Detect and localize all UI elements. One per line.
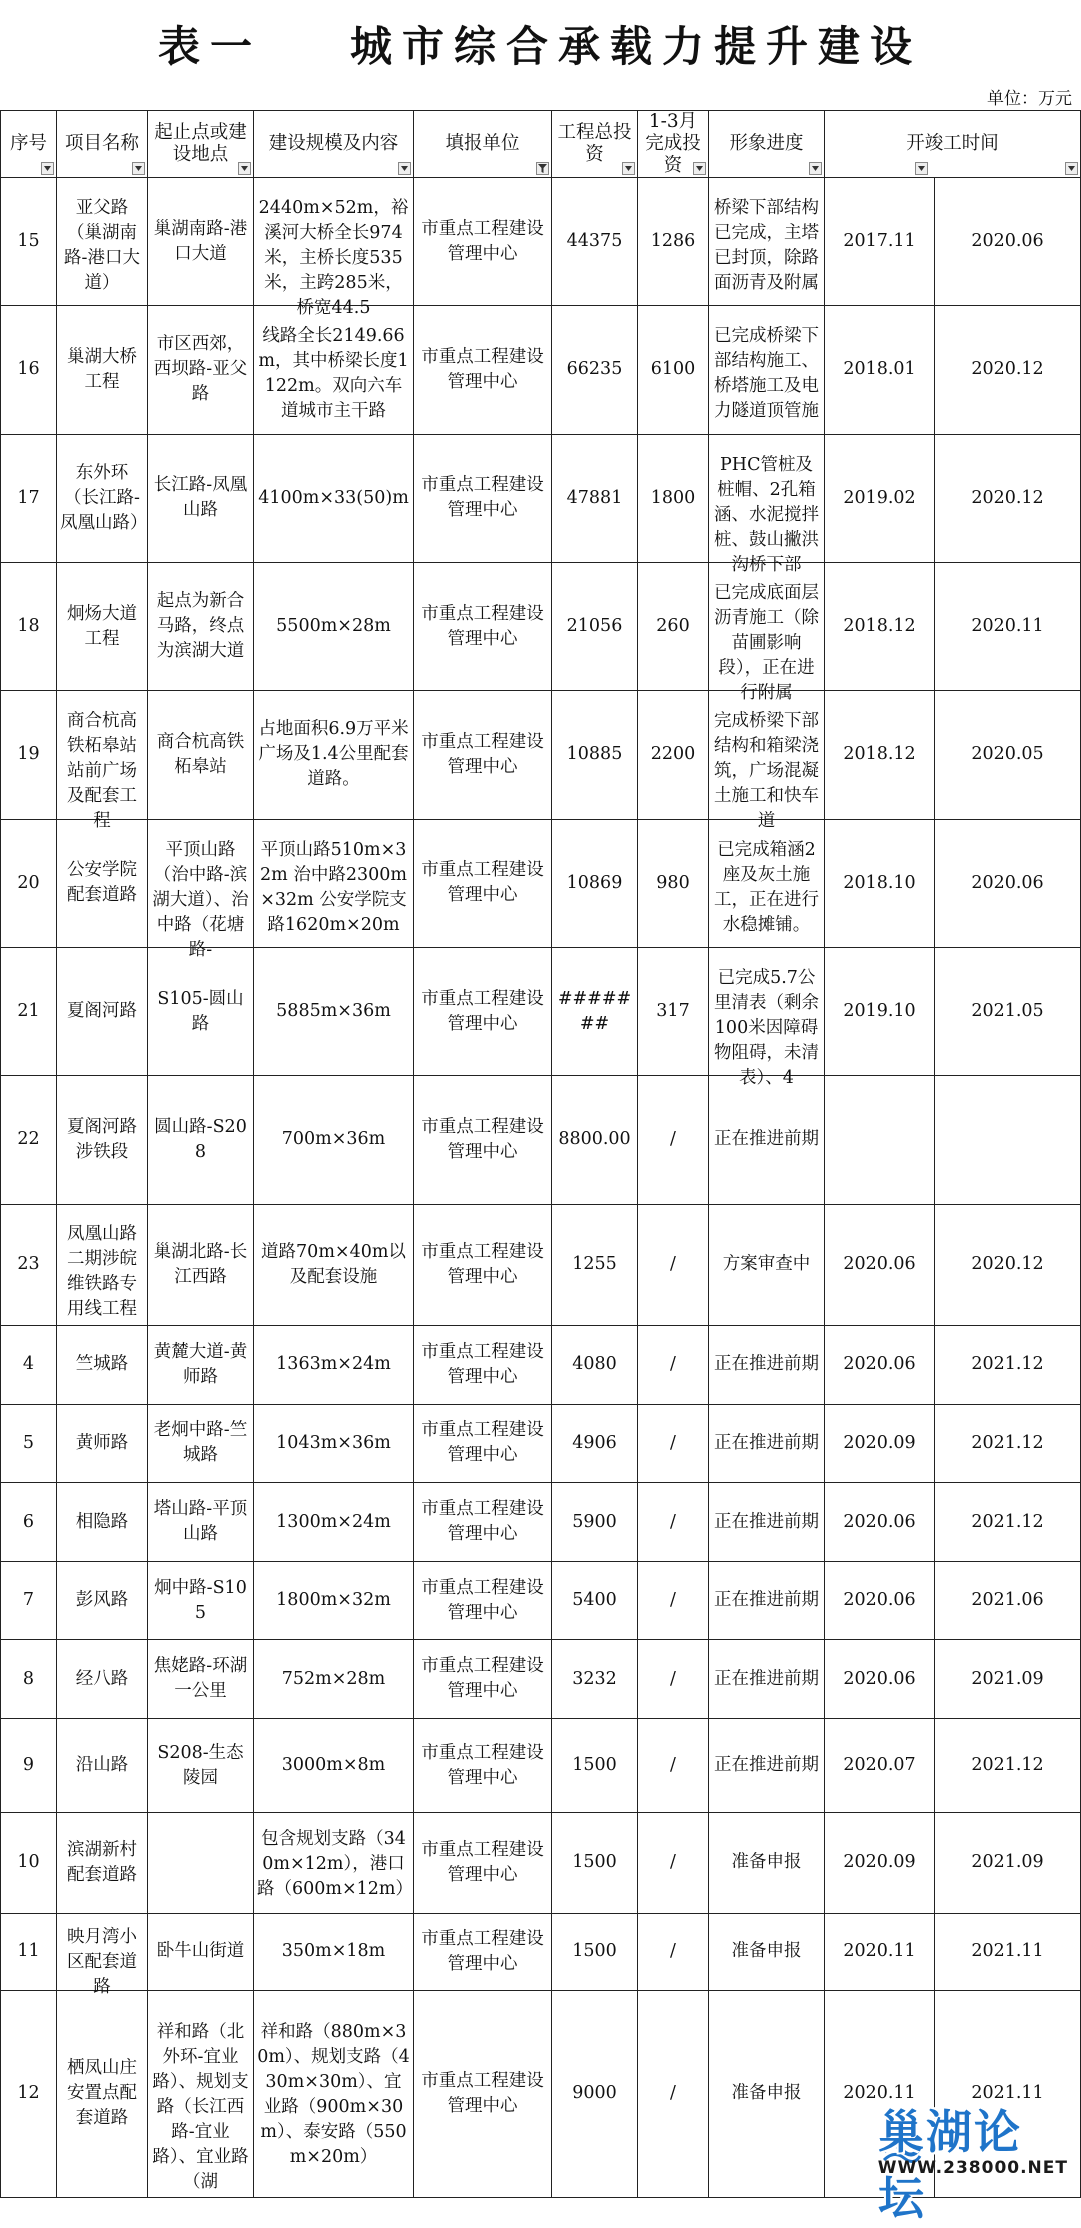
cell-total[interactable]: 9000: [552, 1990, 638, 2197]
header-q1[interactable]: 1-3月完成投资: [638, 111, 709, 178]
cell-progress[interactable]: PHC管桩及桩帽、2孔箱涵、水泥搅拌桩、鼓山撇洪沟桥下部: [709, 434, 825, 562]
cell-end[interactable]: 2021.12: [935, 1719, 1081, 1813]
cell-name[interactable]: 东外环（长江路-凤凰山路）: [57, 434, 148, 562]
filter-dropdown-icon[interactable]: [41, 162, 54, 175]
cell-q1[interactable]: 1286: [638, 178, 709, 306]
cell-total[interactable]: 5400: [552, 1561, 638, 1640]
table-row: [1, 1204, 1081, 1325]
cell-scale[interactable]: 3000m×8m: [254, 1719, 414, 1813]
cell-name[interactable]: 栖凤山庄安置点配套道路: [57, 1990, 148, 2197]
cell-start[interactable]: 2020.06: [825, 1483, 935, 1562]
table-row: [1, 691, 1081, 819]
cell-location[interactable]: 圆山路-S208: [148, 1076, 254, 1204]
filter-dropdown-icon[interactable]: [1065, 162, 1078, 175]
document-title: [0, 0, 1080, 88]
cell-progress[interactable]: 正在推进前期: [709, 1640, 825, 1719]
filter-dropdown-icon[interactable]: [238, 162, 251, 175]
cell-progress[interactable]: 正在推进前期: [709, 1076, 825, 1204]
cell-end[interactable]: 2021.12: [935, 1404, 1081, 1483]
cell-end[interactable]: 2021.12: [935, 1325, 1081, 1404]
cell-location[interactable]: 长江路-凤凰山路: [148, 434, 254, 562]
cell-total[interactable]: 4906: [552, 1404, 638, 1483]
header-progress[interactable]: 形象进度: [709, 111, 825, 178]
cell-end[interactable]: 2021.09: [935, 1812, 1081, 1913]
cell-start[interactable]: 2018.12: [825, 691, 935, 819]
cell-location[interactable]: 巢湖北路-长江西路: [148, 1204, 254, 1325]
cell-total[interactable]: 4080: [552, 1325, 638, 1404]
cell-scale[interactable]: 道路70m×40m以及配套设施: [254, 1204, 414, 1325]
cell-progress[interactable]: 正在推进前期: [709, 1719, 825, 1813]
cell-end[interactable]: 2021.12: [935, 1483, 1081, 1562]
cell-q1[interactable]: /: [638, 1404, 709, 1483]
cell-start[interactable]: 2018.12: [825, 562, 935, 690]
table-row: [1, 1812, 1081, 1913]
cell-unit[interactable]: 市重点工程建设管理中心: [414, 178, 552, 306]
cell-start[interactable]: 2020.07: [825, 1719, 935, 1813]
cell-q1[interactable]: /: [638, 1076, 709, 1204]
cell-end[interactable]: 2020.12: [935, 434, 1081, 562]
cell-location[interactable]: 商合杭高铁柘皋站: [148, 691, 254, 819]
cell-end[interactable]: 2020.06: [935, 178, 1081, 306]
cell-scale[interactable]: 占地面积6.9万平米广场及1.4公里配套道路。: [254, 691, 414, 819]
header-time[interactable]: 开竣工时间: [825, 111, 1081, 178]
cell-start[interactable]: 2020.09: [825, 1404, 935, 1483]
cell-scale[interactable]: 350m×18m: [254, 1913, 414, 1990]
site-watermark: [877, 2090, 1078, 2225]
cell-location[interactable]: 祥和路（北外环-宜业路）、规划支路（长江西路-宜业路）、宜业路（湖: [148, 1990, 254, 2197]
cell-name[interactable]: 夏阁河路: [57, 947, 148, 1075]
cell-no[interactable]: 21: [1, 947, 57, 1075]
cell-start[interactable]: 2020.09: [825, 1812, 935, 1913]
cell-total[interactable]: 1500: [552, 1812, 638, 1913]
cell-location[interactable]: 卧牛山街道: [148, 1913, 254, 1990]
cell-progress[interactable]: 准备申报: [709, 1913, 825, 1990]
cell-name[interactable]: 公安学院配套道路: [57, 819, 148, 947]
cell-location[interactable]: 平顶山路（治中路-滨湖大道）、治中路（花塘路-: [148, 819, 254, 947]
cell-q1[interactable]: 317: [638, 947, 709, 1075]
filter-dropdown-icon[interactable]: [622, 162, 635, 175]
cell-start[interactable]: 2020.06: [825, 1204, 935, 1325]
table-row: [1, 1719, 1081, 1813]
watermark-url: WWW.238000.NET: [877, 2158, 1068, 2178]
cell-location[interactable]: 炯中路-S105: [148, 1561, 254, 1640]
cell-end[interactable]: 2020.12: [935, 306, 1081, 434]
cell-scale[interactable]: 5500m×28m: [254, 562, 414, 690]
table-row: [1, 562, 1081, 690]
cell-q1[interactable]: /: [638, 1483, 709, 1562]
cell-total[interactable]: 10885: [552, 691, 638, 819]
cell-progress[interactable]: 准备申报: [709, 1812, 825, 1913]
cell-no[interactable]: 7: [1, 1561, 57, 1640]
cell-end[interactable]: 2021.11: [935, 1990, 1081, 2197]
cell-no[interactable]: 17: [1, 434, 57, 562]
cell-name[interactable]: 亚父路（巢湖南路-港口大道）: [57, 178, 148, 306]
cell-start[interactable]: 2017.11: [825, 178, 935, 306]
cell-scale[interactable]: 1300m×24m: [254, 1483, 414, 1562]
cell-no[interactable]: 12: [1, 1990, 57, 2197]
table-row: [1, 1913, 1081, 1990]
cell-progress[interactable]: 已完成箱涵2座及灰土施工，正在进行水稳摊铺。: [709, 819, 825, 947]
project-table: [0, 110, 1081, 2198]
table-row: [1, 306, 1081, 434]
spreadsheet: [0, 110, 1080, 2198]
cell-q1[interactable]: /: [638, 1913, 709, 1990]
cell-unit[interactable]: 市重点工程建设管理中心: [414, 1076, 552, 1204]
cell-unit[interactable]: 市重点工程建设管理中心: [414, 1990, 552, 2197]
cell-name[interactable]: 竺城路: [57, 1325, 148, 1404]
cell-end[interactable]: 2021.09: [935, 1640, 1081, 1719]
header-total[interactable]: 工程总投资: [552, 111, 638, 178]
cell-q1[interactable]: /: [638, 1325, 709, 1404]
cell-location[interactable]: [148, 1812, 254, 1913]
cell-unit[interactable]: 市重点工程建设管理中心: [414, 1404, 552, 1483]
header-scale[interactable]: 建设规模及内容: [254, 111, 414, 178]
cell-scale[interactable]: 1800m×32m: [254, 1561, 414, 1640]
cell-no[interactable]: 23: [1, 1204, 57, 1325]
watermark-name: 巢湖论坛: [878, 2105, 1022, 2225]
table-row: [1, 1561, 1081, 1640]
table-row: [1, 1404, 1081, 1483]
cell-start[interactable]: 2020.11: [825, 1913, 935, 1990]
cell-start[interactable]: 2018.01: [825, 306, 935, 434]
filter-dropdown-icon[interactable]: [915, 162, 928, 175]
cell-end[interactable]: 2020.12: [935, 1204, 1081, 1325]
cell-location[interactable]: 巢湖南路-港口大道: [148, 178, 254, 306]
cell-total[interactable]: 1255: [552, 1204, 638, 1325]
cell-total[interactable]: #######: [552, 947, 638, 1075]
cell-unit[interactable]: 市重点工程建设管理中心: [414, 1325, 552, 1404]
cell-unit[interactable]: 市重点工程建设管理中心: [414, 1204, 552, 1325]
cell-no[interactable]: 15: [1, 178, 57, 306]
cell-no[interactable]: 4: [1, 1325, 57, 1404]
cell-q1[interactable]: /: [638, 1719, 709, 1813]
cell-location[interactable]: 老炯中路-竺城路: [148, 1404, 254, 1483]
cell-unit[interactable]: 市重点工程建设管理中心: [414, 434, 552, 562]
cell-q1[interactable]: 2200: [638, 691, 709, 819]
filter-dropdown-icon[interactable]: [398, 162, 411, 175]
cell-scale[interactable]: 1363m×24m: [254, 1325, 414, 1404]
cell-no[interactable]: 19: [1, 691, 57, 819]
cell-progress[interactable]: 正在推进前期: [709, 1561, 825, 1640]
cell-no[interactable]: 18: [1, 562, 57, 690]
cell-start[interactable]: 2019.02: [825, 434, 935, 562]
cell-total[interactable]: 44375: [552, 178, 638, 306]
cell-location[interactable]: S208-生态陵园: [148, 1719, 254, 1813]
cell-q1[interactable]: 260: [638, 562, 709, 690]
cell-unit[interactable]: 市重点工程建设管理中心: [414, 1561, 552, 1640]
cell-start[interactable]: 2020.06: [825, 1561, 935, 1640]
cell-no[interactable]: 6: [1, 1483, 57, 1562]
cell-q1[interactable]: 6100: [638, 306, 709, 434]
cell-scale[interactable]: 祥和路（880m×30m）、规划支路（430m×30m）、宜业路（900m×30m）、泰安路（550m×20m）: [254, 1990, 414, 2197]
cell-progress[interactable]: 桥梁下部结构已完成，主塔已封顶，除路面沥青及附属: [709, 178, 825, 306]
cell-location[interactable]: 市区西郊，西坝路-亚父路: [148, 306, 254, 434]
cell-progress[interactable]: 已完成底面层沥青施工（除苗圃影响段），正在进行附属: [709, 562, 825, 690]
cell-name[interactable]: 凤凰山路二期涉皖维铁路专用线工程: [57, 1204, 148, 1325]
cell-unit[interactable]: 市重点工程建设管理中心: [414, 1719, 552, 1813]
cell-unit[interactable]: 市重点工程建设管理中心: [414, 691, 552, 819]
cell-scale[interactable]: 4100m×33(50)m: [254, 434, 414, 562]
cell-start[interactable]: [825, 1076, 935, 1204]
cell-name[interactable]: 滨湖新村配套道路: [57, 1812, 148, 1913]
cell-end[interactable]: 2020.05: [935, 691, 1081, 819]
cell-start[interactable]: 2020.11: [825, 1990, 935, 2197]
cell-name[interactable]: 映月湾小区配套道路: [57, 1913, 148, 1990]
filter-dropdown-icon[interactable]: [693, 162, 706, 175]
cell-location[interactable]: 塔山路-平顶山路: [148, 1483, 254, 1562]
cell-location[interactable]: S105-圆山路: [148, 947, 254, 1075]
cell-scale[interactable]: 线路全长2149.66m，其中桥梁长度1122m。双向六车道城市主干路: [254, 306, 414, 434]
header-no[interactable]: 序号: [1, 111, 57, 178]
cell-no[interactable]: 11: [1, 1913, 57, 1990]
cell-end[interactable]: 2021.05: [935, 947, 1081, 1075]
cell-unit[interactable]: 市重点工程建设管理中心: [414, 1483, 552, 1562]
cell-unit[interactable]: 市重点工程建设管理中心: [414, 947, 552, 1075]
table-row: [1, 947, 1081, 1075]
table-row: [1, 1483, 1081, 1562]
cell-location[interactable]: 黄麓大道-黄师路: [148, 1325, 254, 1404]
cell-no[interactable]: 8: [1, 1640, 57, 1719]
table-row: [1, 434, 1081, 562]
cell-no[interactable]: 22: [1, 1076, 57, 1204]
cell-progress[interactable]: 完成桥梁下部结构和箱梁浇筑，广场混凝土施工和快车道: [709, 691, 825, 819]
cell-scale[interactable]: 2440m×52m，裕溪河大桥全长974米，主桥长度535米，主跨285米，桥宽44.5: [254, 178, 414, 306]
filter-dropdown-icon[interactable]: [132, 162, 145, 175]
cell-q1[interactable]: /: [638, 1561, 709, 1640]
cell-end[interactable]: 2020.11: [935, 562, 1081, 690]
cell-total[interactable]: 1500: [552, 1719, 638, 1813]
cell-location[interactable]: 起点为新合马路，终点为滨湖大道: [148, 562, 254, 690]
cell-location[interactable]: 焦姥路-环湖一公里: [148, 1640, 254, 1719]
cell-q1[interactable]: /: [638, 1640, 709, 1719]
cell-progress[interactable]: 已完成5.7公里清表（剩余100米因障碍物阻碍，未清表）、4: [709, 947, 825, 1075]
cell-total[interactable]: 66235: [552, 306, 638, 434]
cell-total[interactable]: 5900: [552, 1483, 638, 1562]
cell-unit[interactable]: 市重点工程建设管理中心: [414, 1640, 552, 1719]
cell-name[interactable]: 夏阁河路涉铁段: [57, 1076, 148, 1204]
cell-name[interactable]: 商合杭高铁柘皋站站前广场及配套工程: [57, 691, 148, 819]
unit-label: 单位：万元: [987, 89, 1072, 109]
cell-total[interactable]: 21056: [552, 562, 638, 690]
header-unit[interactable]: 填报单位: [414, 111, 552, 178]
cell-no[interactable]: 5: [1, 1404, 57, 1483]
table-row: [1, 1325, 1081, 1404]
cell-no[interactable]: 20: [1, 819, 57, 947]
cell-start[interactable]: 2020.06: [825, 1325, 935, 1404]
cell-scale[interactable]: 1043m×36m: [254, 1404, 414, 1483]
cell-progress[interactable]: 已完成桥梁下部结构施工、桥塔施工及电力隧道顶管施: [709, 306, 825, 434]
cell-name[interactable]: 相隐路: [57, 1483, 148, 1562]
title-part1: 表一: [157, 22, 262, 71]
cell-total[interactable]: 10869: [552, 819, 638, 947]
cell-scale[interactable]: 700m×36m: [254, 1076, 414, 1204]
filter-active-icon[interactable]: [536, 162, 549, 175]
header-name[interactable]: 项目名称: [57, 111, 148, 178]
cell-start[interactable]: 2018.10: [825, 819, 935, 947]
cell-name[interactable]: 彭风路: [57, 1561, 148, 1640]
cell-unit[interactable]: 市重点工程建设管理中心: [414, 1812, 552, 1913]
cell-total[interactable]: 8800.00: [552, 1076, 638, 1204]
title-part2: 城市综合承载力提升建设: [350, 22, 923, 71]
cell-progress[interactable]: 正在推进前期: [709, 1483, 825, 1562]
cell-unit[interactable]: 市重点工程建设管理中心: [414, 819, 552, 947]
cell-name[interactable]: 炯炀大道工程: [57, 562, 148, 690]
header-location[interactable]: 起止点或建设地点: [148, 111, 254, 178]
cell-end[interactable]: 2021.06: [935, 1561, 1081, 1640]
cell-q1[interactable]: 1800: [638, 434, 709, 562]
cell-total[interactable]: 47881: [552, 434, 638, 562]
cell-start[interactable]: 2020.06: [825, 1640, 935, 1719]
table-row: [1, 1640, 1081, 1719]
cell-no[interactable]: 9: [1, 1719, 57, 1813]
cell-progress[interactable]: 正在推进前期: [709, 1325, 825, 1404]
cell-unit[interactable]: 市重点工程建设管理中心: [414, 306, 552, 434]
cell-end[interactable]: [935, 1076, 1081, 1204]
cell-start[interactable]: 2019.10: [825, 947, 935, 1075]
cell-name[interactable]: 巢湖大桥工程: [57, 306, 148, 434]
cell-scale[interactable]: 包含规划支路（340m×12m），港口路（600m×12m）: [254, 1812, 414, 1913]
cell-progress[interactable]: 正在推进前期: [709, 1404, 825, 1483]
cell-unit[interactable]: 市重点工程建设管理中心: [414, 1913, 552, 1990]
cell-name[interactable]: 沿山路: [57, 1719, 148, 1813]
cell-unit[interactable]: 市重点工程建设管理中心: [414, 562, 552, 690]
table-row: [1, 819, 1081, 947]
cell-no[interactable]: 16: [1, 306, 57, 434]
cell-end[interactable]: 2020.06: [935, 819, 1081, 947]
cell-no[interactable]: 10: [1, 1812, 57, 1913]
table-row: [1, 178, 1081, 306]
cell-total[interactable]: 1500: [552, 1913, 638, 1990]
cell-scale[interactable]: 平顶山路510m×32m 治中路2300m×32m 公安学院支路1620m×20m: [254, 819, 414, 947]
table-body: [1, 178, 1081, 2198]
cell-q1[interactable]: /: [638, 1204, 709, 1325]
cell-q1[interactable]: 980: [638, 819, 709, 947]
cell-q1[interactable]: /: [638, 1990, 709, 2197]
cell-progress[interactable]: 方案审查中: [709, 1204, 825, 1325]
table-row: [1, 1076, 1081, 1204]
cell-q1[interactable]: /: [638, 1812, 709, 1913]
cell-end[interactable]: 2021.11: [935, 1913, 1081, 1990]
cell-name[interactable]: 经八路: [57, 1640, 148, 1719]
header-row: [1, 111, 1081, 178]
cell-total[interactable]: 3232: [552, 1640, 638, 1719]
cell-scale[interactable]: 752m×28m: [254, 1640, 414, 1719]
cell-name[interactable]: 黄师路: [57, 1404, 148, 1483]
cell-progress[interactable]: 准备申报: [709, 1990, 825, 2197]
cell-scale[interactable]: 5885m×36m: [254, 947, 414, 1075]
filter-dropdown-icon[interactable]: [809, 162, 822, 175]
